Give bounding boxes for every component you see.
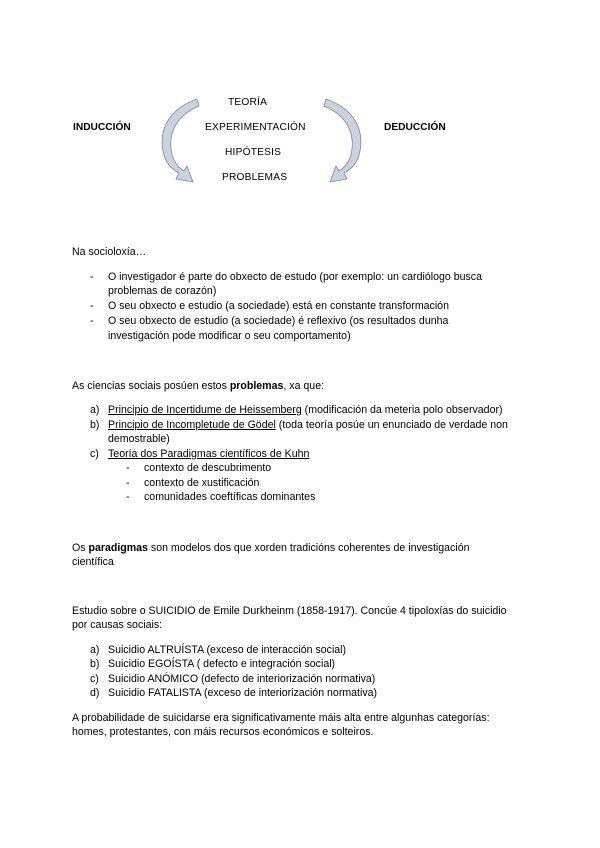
problemas-keyword: problemas: [229, 380, 284, 392]
list-dash: -: [90, 300, 94, 312]
induccion-label: INDUCCIÓN: [73, 122, 131, 133]
paradigmas-text: son modelos dos que xorden tradicións coherentes de investigación: [147, 542, 470, 554]
sublist-item: contexto de xustificación: [144, 477, 260, 489]
list-item-continuation: investigación pode modificar o seu comportamento): [108, 330, 351, 342]
socioloxia-intro: Na socioloxía…: [72, 246, 147, 258]
list-letter: a): [90, 644, 100, 656]
list-item: O seu obxecto de estudio (a sociedade) é reflexivo (os resultados dunha: [108, 315, 449, 327]
list-item: [108, 418, 508, 432]
heisemberg-principle: Principio de Incertidume de Heissemberg: [108, 404, 302, 416]
problemas-intro-text: As ciencias sociais posúen estos: [72, 380, 230, 392]
sublist-item: contexto de descubrimento: [144, 462, 272, 474]
godel-principle: Principio de Incompletude de Gödel: [108, 419, 276, 431]
sublist-dash: -: [126, 462, 130, 474]
list-letter: b): [90, 419, 100, 431]
kuhn-theory: Teoría dos Paradigmas científicos de Kuhn: [108, 448, 310, 460]
list-item: Suicidio ANÓMICO (defecto de interiorización normativa): [108, 673, 376, 685]
list-item: O seu obxecto e estudio (a sociedade) está en constante transformación: [108, 300, 449, 312]
paradigmas-keyword: paradigmas: [88, 542, 148, 554]
sublist-dash: -: [126, 491, 130, 503]
list-letter: b): [90, 658, 100, 670]
suicidio-intro: Estudio sobre o SUICIDIO de Emile Durkheinm (1858-1917). Concúe 4 tipoloxías do suicidio: [72, 605, 507, 617]
problemas-intro: [72, 379, 324, 393]
paradigmas-continuation: científica: [72, 556, 114, 568]
curved-arrow-up-icon: [320, 96, 366, 188]
list-letter: c): [90, 448, 99, 460]
paradigmas-definition: [72, 541, 470, 555]
diagram-item-teoria: TEORÍA: [228, 97, 268, 108]
diagram-item-hipotesis: HIPÓTESIS: [225, 147, 282, 158]
suicidio-intro-continuation: por causas sociais:: [72, 619, 163, 631]
list-dash: -: [90, 315, 94, 327]
list-dash: -: [90, 271, 94, 283]
list-item: Suicidio EGOÍSTA ( defecto e integración social): [108, 658, 336, 670]
paradigmas-pre: Os: [72, 542, 89, 554]
list-item-text: (toda teoría posúe un enunciado de verdade non: [275, 419, 508, 431]
suicidio-conclusion: A probabilidade de suicidarse era significativamente máis alta entre algunhas categorías:: [72, 712, 490, 724]
list-letter: a): [90, 404, 100, 416]
curved-arrow-down-icon: [157, 96, 203, 188]
list-item: Suicidio ALTRUÍSTA (exceso de interacción social): [108, 644, 347, 656]
list-item-text: (modificación da meteria polo observador): [301, 404, 503, 416]
list-letter: d): [90, 687, 100, 699]
list-item: [108, 447, 309, 461]
diagram-item-experimentacion: EXPERIMENTACIÓN: [205, 122, 306, 133]
suicidio-conclusion-continuation: homes, protestantes, con máis recursos económicos e solteiros.: [72, 726, 374, 738]
list-item: Suicidio FATALISTA (exceso de interiorización normativa): [108, 687, 378, 699]
list-item: [108, 403, 503, 417]
problemas-intro-end: , xa que:: [283, 380, 325, 392]
list-item-continuation: problemas de corazón): [108, 285, 217, 297]
list-item-continuation: demostrable): [108, 433, 170, 445]
sublist-item: comunidades coeftíficas dominantes: [144, 491, 316, 503]
deduccion-label: DEDUCCIÓN: [384, 122, 446, 133]
list-item: O investigador é parte do obxecto de estudo (por exemplo: un cardiólogo busca: [108, 271, 482, 283]
sublist-dash: -: [126, 477, 130, 489]
list-letter: c): [90, 673, 99, 685]
diagram-item-problemas: PROBLEMAS: [222, 172, 288, 183]
